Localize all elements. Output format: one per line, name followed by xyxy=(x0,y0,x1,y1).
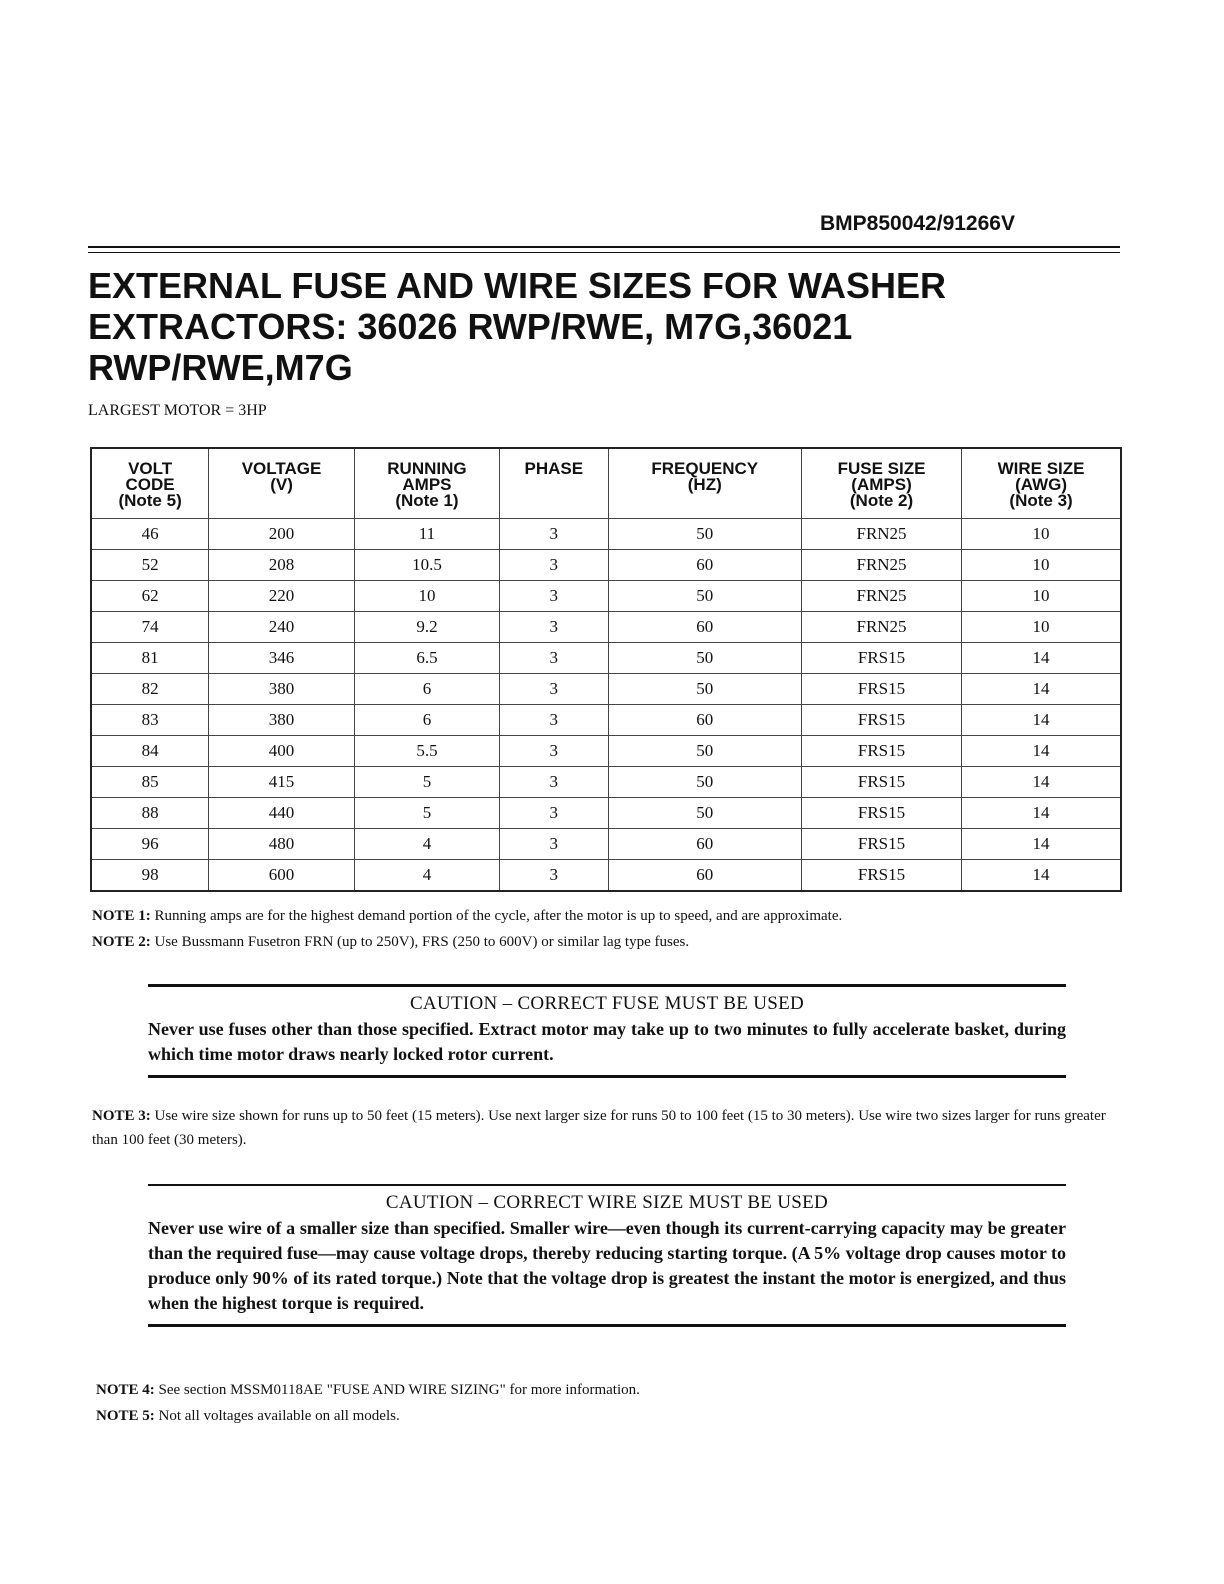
cell-frequency: 50 xyxy=(608,642,801,673)
cell-running-amps: 4 xyxy=(354,828,499,859)
cell-volt-code: 83 xyxy=(91,704,209,735)
cell-wire-size: 14 xyxy=(962,797,1121,828)
cell-fuse-size: FRN25 xyxy=(801,549,961,580)
cell-voltage: 440 xyxy=(209,797,355,828)
note-3 xyxy=(92,1104,1132,1152)
table-row xyxy=(91,673,1121,704)
header-fuse-size xyxy=(801,448,961,518)
note-1 xyxy=(92,904,1132,928)
cell-fuse-size: FRS15 xyxy=(801,797,961,828)
cell-volt-code: 98 xyxy=(91,859,209,891)
cell-volt-code: 82 xyxy=(91,673,209,704)
cell-phase: 3 xyxy=(500,580,609,611)
note-text: Use wire size shown for runs up to 50 feet (15 meters). Use next larger size for runs 50 to 100 feet (15 to 30 meters). Use wire two sizes larger for runs greater than 100 feet (30 meters). xyxy=(92,1108,1106,1148)
cell-voltage: 346 xyxy=(209,642,355,673)
cell-volt-code: 85 xyxy=(91,766,209,797)
cell-phase: 3 xyxy=(500,642,609,673)
cell-running-amps: 6 xyxy=(354,704,499,735)
header-line: VOLTAGE xyxy=(241,459,322,478)
cell-phase: 3 xyxy=(500,611,609,642)
cell-volt-code: 52 xyxy=(91,549,209,580)
cell-fuse-size: FRS15 xyxy=(801,673,961,704)
cell-frequency: 60 xyxy=(608,611,801,642)
header-line: (V) xyxy=(270,475,293,494)
cell-wire-size: 10 xyxy=(962,518,1121,549)
table-row xyxy=(91,735,1121,766)
cell-wire-size: 14 xyxy=(962,704,1121,735)
header-frequency xyxy=(608,448,801,518)
table-row xyxy=(91,859,1121,891)
cell-frequency: 50 xyxy=(608,766,801,797)
note-5 xyxy=(96,1404,1136,1428)
cell-running-amps: 4 xyxy=(354,859,499,891)
cell-fuse-size: FRS15 xyxy=(801,828,961,859)
cell-phase: 3 xyxy=(500,673,609,704)
cell-volt-code: 84 xyxy=(91,735,209,766)
cell-voltage: 240 xyxy=(209,611,355,642)
cell-voltage: 200 xyxy=(209,518,355,549)
cell-frequency: 60 xyxy=(608,704,801,735)
cell-volt-code: 81 xyxy=(91,642,209,673)
cell-running-amps: 10 xyxy=(354,580,499,611)
note-label: NOTE 4: xyxy=(96,1382,155,1398)
header-running-amps xyxy=(354,448,499,518)
header-line: VOLT xyxy=(128,459,173,478)
document-number: BMP850042/91266V xyxy=(820,212,1015,235)
cell-voltage: 220 xyxy=(209,580,355,611)
note-text: Use Bussmann Fusetron FRN (up to 250V), FRS (250 to 600V) or similar lag type fuses. xyxy=(154,934,690,950)
table-row xyxy=(91,611,1121,642)
caution-heading: CAUTION – CORRECT FUSE MUST BE USED xyxy=(409,993,805,1014)
header-line: PHASE xyxy=(524,459,584,478)
cell-frequency: 50 xyxy=(608,673,801,704)
header-line: AMPS xyxy=(402,475,452,494)
header-rule-thin xyxy=(88,252,1120,253)
cell-phase: 3 xyxy=(500,518,609,549)
cell-phase: 3 xyxy=(500,735,609,766)
title-line: RWP/RWE,M7G xyxy=(88,347,353,388)
cell-voltage: 400 xyxy=(209,735,355,766)
cell-frequency: 50 xyxy=(608,797,801,828)
largest-motor-label: LARGEST MOTOR = 3HP xyxy=(88,402,267,419)
header-line: (HZ) xyxy=(687,475,722,494)
note-text: Not all voltages available on all models. xyxy=(158,1408,400,1424)
caution-heading: CAUTION – CORRECT WIRE SIZE MUST BE USED xyxy=(385,1192,829,1213)
header-line: (Note 5) xyxy=(118,491,182,510)
caution-rule-top xyxy=(148,1184,1066,1186)
caution-rule-bottom xyxy=(148,1075,1066,1078)
cell-voltage: 208 xyxy=(209,549,355,580)
cell-volt-code: 46 xyxy=(91,518,209,549)
cell-running-amps: 5 xyxy=(354,766,499,797)
cell-frequency: 60 xyxy=(608,828,801,859)
header-line: (Note 1) xyxy=(395,491,459,510)
cell-wire-size: 14 xyxy=(962,673,1121,704)
cell-wire-size: 14 xyxy=(962,735,1121,766)
header-wire-size xyxy=(962,448,1121,518)
table-row xyxy=(91,828,1121,859)
cell-wire-size: 10 xyxy=(962,549,1121,580)
cell-wire-size: 14 xyxy=(962,859,1121,891)
cell-wire-size: 14 xyxy=(962,766,1121,797)
cell-voltage: 380 xyxy=(209,673,355,704)
cell-running-amps: 9.2 xyxy=(354,611,499,642)
header-line: (AMPS) xyxy=(851,475,912,494)
cell-phase: 3 xyxy=(500,828,609,859)
table-row xyxy=(91,518,1121,549)
caution-fuse-box xyxy=(148,984,1066,1078)
header-phase xyxy=(500,448,609,518)
cell-fuse-size: FRN25 xyxy=(801,518,961,549)
cell-running-amps: 5 xyxy=(354,797,499,828)
table-row xyxy=(91,766,1121,797)
cell-frequency: 50 xyxy=(608,518,801,549)
table-row xyxy=(91,642,1121,673)
note-4 xyxy=(96,1378,1136,1402)
header-voltage xyxy=(209,448,355,518)
header-line: (AWG) xyxy=(1015,475,1068,494)
table-header-row xyxy=(91,448,1121,518)
cell-phase: 3 xyxy=(500,859,609,891)
page-title xyxy=(88,265,1048,388)
header-line: WIRE SIZE xyxy=(997,459,1085,478)
cell-frequency: 50 xyxy=(608,580,801,611)
header-rule xyxy=(88,246,1120,248)
cell-running-amps: 6 xyxy=(354,673,499,704)
cell-fuse-size: FRS15 xyxy=(801,642,961,673)
cell-running-amps: 10.5 xyxy=(354,549,499,580)
title-line: EXTRACTORS: 36026 RWP/RWE, M7G,36021 xyxy=(88,306,853,347)
header-line: CODE xyxy=(125,475,175,494)
fuse-wire-table xyxy=(90,447,1122,892)
caution-rule-bottom xyxy=(148,1324,1066,1327)
note-text: See section MSSM0118AE "FUSE AND WIRE SIZING" for more information. xyxy=(158,1382,640,1398)
header-line: (Note 3) xyxy=(1009,491,1073,510)
cell-fuse-size: FRS15 xyxy=(801,704,961,735)
cell-voltage: 380 xyxy=(209,704,355,735)
cell-volt-code: 96 xyxy=(91,828,209,859)
header-line: RUNNING xyxy=(387,459,467,478)
cell-phase: 3 xyxy=(500,549,609,580)
cell-phase: 3 xyxy=(500,704,609,735)
note-label: NOTE 1: xyxy=(92,908,151,924)
caution-body: Never use wire of a smaller size than specified. Smaller wire—even though its current-carrying capacity may be greater than the required fuse—may cause voltage drops, thereby reducing starting torque. (A 5% voltage drop causes motor to produce only 90% of its rated torque.) Note that the voltage drop is greatest the instant the motor is energized, and thus when the highest torque is required. xyxy=(148,1218,1066,1313)
cell-phase: 3 xyxy=(500,797,609,828)
cell-running-amps: 6.5 xyxy=(354,642,499,673)
cell-volt-code: 62 xyxy=(91,580,209,611)
note-label: NOTE 5: xyxy=(96,1408,155,1424)
table-row xyxy=(91,549,1121,580)
cell-running-amps: 11 xyxy=(354,518,499,549)
cell-wire-size: 14 xyxy=(962,642,1121,673)
cell-frequency: 50 xyxy=(608,735,801,766)
cell-fuse-size: FRS15 xyxy=(801,735,961,766)
cell-wire-size: 14 xyxy=(962,828,1121,859)
cell-phase: 3 xyxy=(500,766,609,797)
note-label: NOTE 2: xyxy=(92,934,151,950)
note-text: Running amps are for the highest demand portion of the cycle, after the motor is up to speed, and are approximate. xyxy=(154,908,843,924)
cell-frequency: 60 xyxy=(608,859,801,891)
cell-fuse-size: FRS15 xyxy=(801,766,961,797)
cell-fuse-size: FRS15 xyxy=(801,859,961,891)
table-row xyxy=(91,704,1121,735)
cell-frequency: 60 xyxy=(608,549,801,580)
cell-running-amps: 5.5 xyxy=(354,735,499,766)
table-row xyxy=(91,797,1121,828)
cell-voltage: 600 xyxy=(209,859,355,891)
caution-rule-top xyxy=(148,984,1066,987)
cell-fuse-size: FRN25 xyxy=(801,580,961,611)
cell-voltage: 480 xyxy=(209,828,355,859)
cell-volt-code: 74 xyxy=(91,611,209,642)
note-2 xyxy=(92,930,1132,954)
header-line: FUSE SIZE xyxy=(837,459,926,478)
note-label: NOTE 3: xyxy=(92,1108,151,1124)
header-line: FREQUENCY xyxy=(651,459,759,478)
title-line: EXTERNAL FUSE AND WIRE SIZES FOR WASHER xyxy=(88,265,947,306)
cell-voltage: 415 xyxy=(209,766,355,797)
cell-fuse-size: FRN25 xyxy=(801,611,961,642)
header-volt-code xyxy=(91,448,209,518)
header-line: (Note 2) xyxy=(849,491,914,510)
caution-body: Never use fuses other than those specified. Extract motor may take up to two minutes to fully accelerate basket, during which time motor draws nearly locked rotor current. xyxy=(148,1019,1066,1064)
cell-wire-size: 10 xyxy=(962,580,1121,611)
cell-wire-size: 10 xyxy=(962,611,1121,642)
cell-volt-code: 88 xyxy=(91,797,209,828)
table-row xyxy=(91,580,1121,611)
caution-wire-box xyxy=(148,1184,1066,1327)
